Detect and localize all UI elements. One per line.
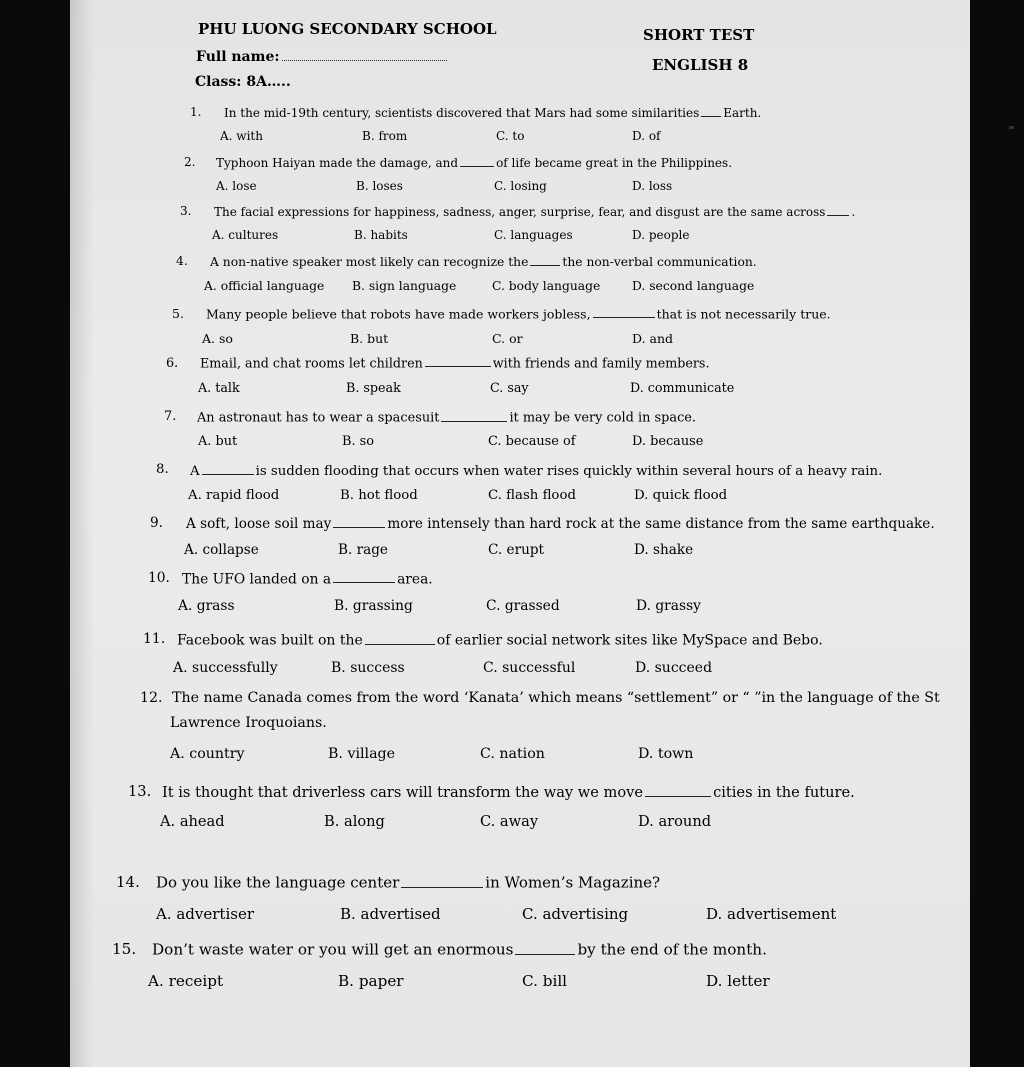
full-name-line bbox=[196, 48, 447, 65]
answer-blank[interactable] bbox=[365, 631, 435, 645]
question-number: 5. bbox=[172, 306, 184, 321]
test-title: SHORT TEST bbox=[643, 26, 755, 44]
question-text bbox=[224, 105, 761, 120]
paper-edge-shadow bbox=[70, 0, 94, 1067]
question-text bbox=[206, 306, 831, 321]
answer-blank[interactable] bbox=[530, 254, 560, 266]
answer-blank[interactable] bbox=[460, 155, 494, 167]
question-text bbox=[152, 940, 767, 959]
question-text-before: Don’t waste water or you will get an enormous bbox=[152, 940, 514, 959]
option-a[interactable]: A. lose bbox=[216, 179, 257, 193]
question-number: 7. bbox=[164, 409, 177, 424]
answer-blank[interactable] bbox=[701, 105, 721, 117]
question-text-after: area. bbox=[397, 571, 433, 588]
option-d[interactable]: D. succeed bbox=[635, 660, 713, 676]
option-b[interactable]: B. speak bbox=[346, 380, 401, 395]
question-text bbox=[210, 254, 757, 269]
answer-blank[interactable] bbox=[333, 515, 385, 528]
question-text-after: it may be very cold in space. bbox=[509, 410, 697, 426]
full-name-label: Full name: bbox=[196, 49, 280, 65]
option-c[interactable]: C. nation bbox=[480, 746, 545, 762]
question-text-before: Facebook was built on the bbox=[177, 632, 363, 649]
question-text-before: An astronaut has to wear a spacesuit bbox=[197, 410, 440, 426]
option-a[interactable]: A. grass bbox=[178, 598, 235, 614]
option-a[interactable]: A. rapid flood bbox=[188, 488, 280, 503]
option-b[interactable]: B. so bbox=[342, 434, 375, 449]
question-text-before: The name Canada comes from the word ‘Kanata’ which means “settlement” or “ ”in the language of the St bbox=[172, 690, 940, 706]
option-c[interactable]: C. successful bbox=[483, 660, 576, 676]
option-b[interactable]: B. rage bbox=[338, 542, 388, 558]
question-text bbox=[162, 783, 855, 801]
option-c[interactable]: C. body language bbox=[492, 279, 601, 293]
question-text-after: in Women’s Magazine? bbox=[485, 873, 661, 892]
question-number: 11. bbox=[143, 631, 166, 647]
option-d[interactable]: D. and bbox=[632, 331, 674, 346]
question-text bbox=[182, 570, 433, 587]
option-c[interactable]: C. losing bbox=[494, 179, 547, 193]
option-a[interactable]: A. so bbox=[202, 331, 233, 346]
question-text bbox=[186, 515, 935, 532]
option-a[interactable]: A. official language bbox=[204, 279, 325, 293]
question-text bbox=[214, 204, 855, 219]
question-text-before: In the mid-19th century, scientists discovered that Mars had some similarities bbox=[224, 105, 700, 120]
question-text-after: Earth. bbox=[723, 105, 762, 120]
question-number: 14. bbox=[116, 873, 140, 891]
question-text bbox=[197, 409, 696, 426]
option-d[interactable]: D. of bbox=[632, 129, 661, 143]
question-text-after: the non-verbal communication. bbox=[562, 255, 757, 270]
question-text-before: A soft, loose soil may bbox=[186, 516, 332, 533]
question-number: 1. bbox=[190, 105, 202, 119]
option-c[interactable]: C. languages bbox=[494, 228, 573, 242]
question-text-after: cities in the future. bbox=[713, 784, 855, 802]
option-d[interactable]: D. loss bbox=[632, 179, 673, 193]
option-c[interactable]: C. to bbox=[496, 129, 525, 143]
answer-blank[interactable] bbox=[425, 355, 491, 367]
option-b[interactable]: B. habits bbox=[354, 228, 408, 242]
question-text-after: that is not necessarily true. bbox=[656, 306, 831, 322]
option-a[interactable]: A. advertiser bbox=[156, 905, 255, 923]
question-text-before: Typhoon Haiyan made the damage, and bbox=[216, 155, 459, 170]
question-number: 4. bbox=[176, 254, 188, 268]
question-text-after: of earlier social network sites like MySpace and Bebo. bbox=[436, 632, 823, 649]
option-d[interactable]: D. advertisement bbox=[706, 905, 837, 923]
answer-blank[interactable] bbox=[515, 940, 575, 955]
question-number: 9. bbox=[150, 515, 163, 531]
option-a[interactable]: A. receipt bbox=[148, 972, 224, 990]
question-text bbox=[177, 631, 823, 649]
question-number: 3. bbox=[180, 204, 192, 218]
question-text-before: A bbox=[190, 463, 200, 479]
option-d[interactable]: D. around bbox=[638, 813, 712, 830]
question-number: 12. bbox=[140, 690, 163, 706]
question-text bbox=[190, 462, 882, 479]
option-c[interactable]: C. erupt bbox=[488, 542, 545, 558]
option-b[interactable]: B. along bbox=[324, 813, 385, 830]
option-b[interactable]: B. paper bbox=[338, 972, 404, 990]
test-subject: ENGLISH 8 bbox=[652, 56, 749, 74]
question-text-after: by the end of the month. bbox=[577, 940, 767, 959]
answer-blank[interactable] bbox=[401, 873, 483, 888]
option-b[interactable]: B. village bbox=[328, 746, 396, 762]
option-a[interactable]: A. country bbox=[170, 746, 245, 762]
question-number: 13. bbox=[128, 783, 152, 800]
question-text-after: with friends and family members. bbox=[492, 355, 710, 371]
option-d[interactable]: D. because bbox=[632, 434, 704, 449]
question-text-before: Email, and chat rooms let children bbox=[200, 355, 423, 371]
question-number: 6. bbox=[166, 355, 179, 370]
question-text-line2: Lawrence Iroquoians. bbox=[170, 714, 327, 731]
option-a[interactable]: A. ahead bbox=[160, 813, 225, 830]
option-c[interactable]: C. grassed bbox=[486, 598, 560, 614]
answer-blank[interactable] bbox=[333, 570, 395, 583]
option-d[interactable]: D. shake bbox=[634, 542, 694, 558]
question-text bbox=[200, 355, 709, 370]
option-c[interactable]: C. bill bbox=[522, 972, 568, 990]
option-d[interactable]: D. grassy bbox=[636, 598, 701, 614]
question-text bbox=[156, 873, 660, 892]
question-text-before: Many people believe that robots have made workers jobless, bbox=[206, 306, 591, 322]
question-text-before: A non-native speaker most likely can recognize the bbox=[210, 255, 529, 270]
option-c[interactable]: C. advertising bbox=[522, 905, 629, 923]
option-a[interactable]: A. cultures bbox=[212, 228, 279, 242]
option-c[interactable]: C. away bbox=[480, 813, 539, 830]
option-a[interactable]: A. talk bbox=[198, 380, 240, 395]
school-name: PHU LUONG SECONDARY SCHOOL bbox=[198, 20, 497, 38]
question-number: 8. bbox=[156, 462, 169, 477]
option-b[interactable]: B. loses bbox=[356, 179, 403, 193]
option-d[interactable]: D. second language bbox=[632, 279, 755, 293]
question-text bbox=[216, 155, 732, 170]
option-a[interactable]: A. with bbox=[220, 129, 263, 143]
question-number: 10. bbox=[148, 570, 170, 586]
question-text-after: of life became great in the Philippines. bbox=[496, 155, 733, 170]
option-a[interactable]: A. collapse bbox=[184, 542, 259, 558]
question-text-after: . bbox=[851, 204, 856, 219]
option-b[interactable]: B. sign language bbox=[352, 279, 457, 293]
question-number: 2. bbox=[184, 155, 196, 169]
option-c[interactable]: C. because of bbox=[488, 434, 576, 449]
option-d[interactable]: D. letter bbox=[706, 972, 770, 990]
answer-blank[interactable] bbox=[645, 783, 711, 797]
option-d[interactable]: D. town bbox=[638, 746, 694, 762]
class-label: Class: 8A….. bbox=[195, 74, 291, 90]
option-b[interactable]: B. from bbox=[362, 129, 408, 143]
option-a[interactable]: A. but bbox=[198, 434, 238, 449]
option-c[interactable]: C. or bbox=[492, 331, 523, 346]
option-c[interactable]: C. say bbox=[490, 380, 529, 395]
page-mark bbox=[1009, 126, 1014, 129]
question-text-before: The facial expressions for happiness, sadness, anger, surprise, fear, and disgust are the same across bbox=[214, 204, 826, 219]
option-b[interactable]: B. grassing bbox=[334, 598, 413, 614]
question-text bbox=[172, 690, 940, 706]
option-b[interactable]: B. hot flood bbox=[340, 488, 418, 503]
option-d[interactable]: D. people bbox=[632, 228, 690, 242]
option-b[interactable]: B. success bbox=[331, 660, 405, 676]
answer-blank[interactable] bbox=[202, 462, 254, 475]
question-text-before: The UFO landed on a bbox=[182, 571, 332, 588]
option-c[interactable]: C. flash flood bbox=[488, 488, 576, 503]
question-number: 15. bbox=[112, 940, 137, 958]
question-text-before: Do you like the language center bbox=[156, 873, 400, 892]
question-text-after: more intensely than hard rock at the same distance from the same earthquake. bbox=[387, 516, 935, 533]
question-text-before: It is thought that driverless cars will transform the way we move bbox=[162, 784, 644, 802]
full-name-dotted-line bbox=[282, 48, 447, 61]
option-b[interactable]: B. but bbox=[350, 331, 389, 346]
answer-blank[interactable] bbox=[593, 306, 655, 318]
option-a[interactable]: A. successfully bbox=[173, 660, 278, 676]
question-text-after: is sudden flooding that occurs when water rises quickly within several hours of a heavy rain. bbox=[255, 463, 883, 479]
answer-blank[interactable] bbox=[441, 409, 507, 422]
option-b[interactable]: B. advertised bbox=[340, 905, 441, 923]
option-d[interactable]: D. communicate bbox=[630, 380, 735, 395]
option-d[interactable]: D. quick flood bbox=[634, 488, 728, 503]
answer-blank[interactable] bbox=[827, 204, 849, 216]
